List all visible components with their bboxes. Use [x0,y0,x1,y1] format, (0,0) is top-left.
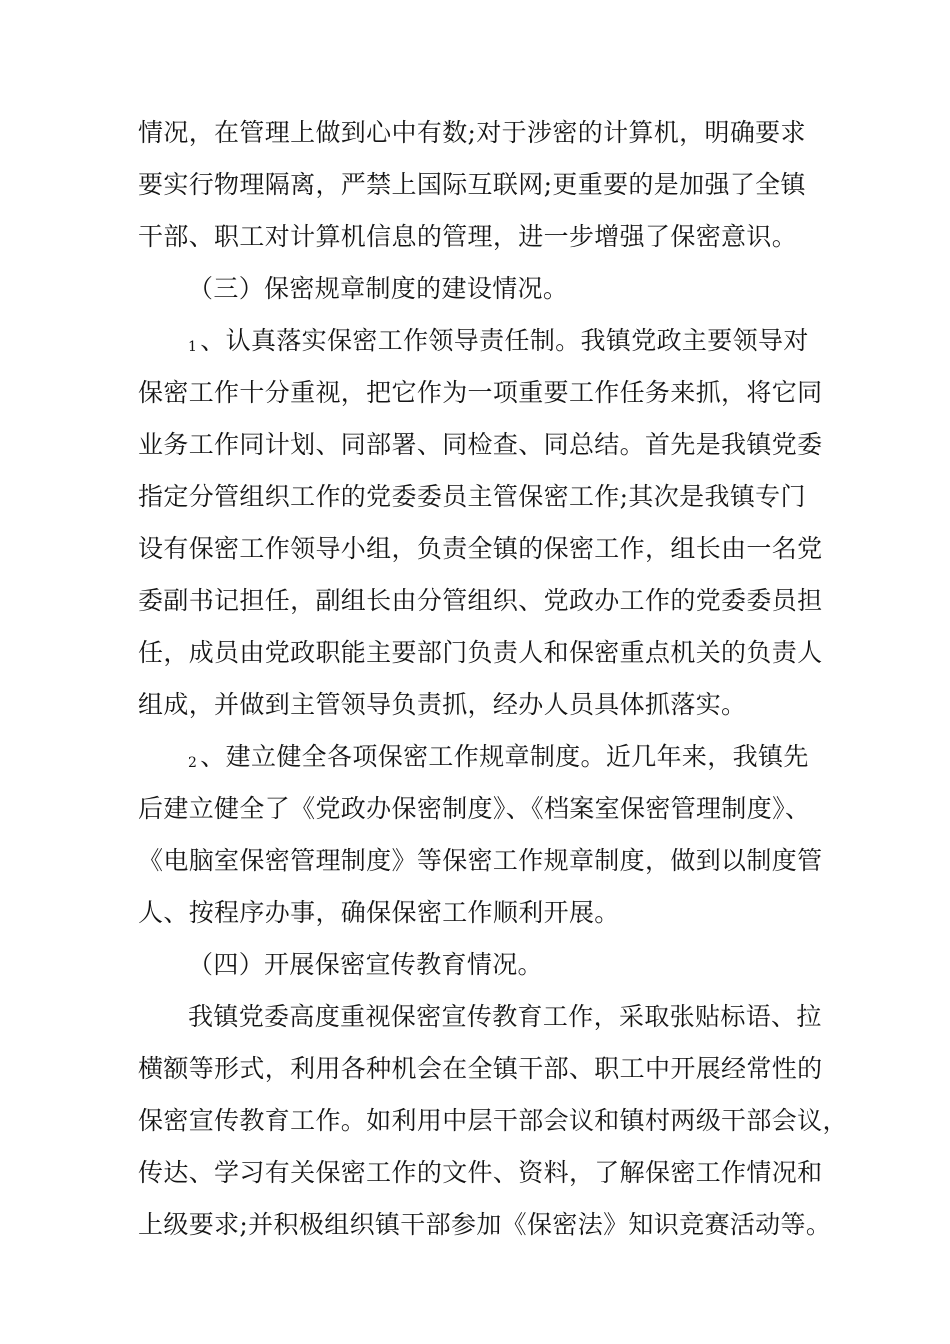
item-number: 1 [188,339,198,355]
body-line: 委副书记担任，副组长由分管组织、党政办工作的党委委员担 [138,586,823,615]
numbered-item-1-first-line [188,326,809,362]
body-line: 上级要求;并积极组织镇干部参加《保密法》知识竞赛活动等。 [138,1210,832,1239]
body-text: 、认真落实保密工作领导责任制。我镇党政主要领导对 [200,326,809,355]
body-line: 干部、职工对计算机信息的管理，进一步增强了保密意识。 [138,222,798,251]
body-line: 后建立健全了《党政办保密制度》、《档案室保密管理制度》、 [138,794,811,823]
numbered-item-2-first-line [188,742,809,778]
body-line: 传达、学习有关保密工作的文件、资料，了解保密工作情况和 [138,1158,823,1187]
body-line: 情况，在管理上做到心中有数;对于涉密的计算机，明确要求 [138,118,806,147]
body-line: 指定分管组织工作的党委委员主管保密工作;其次是我镇专门 [138,482,806,511]
body-line: 人、按程序办事，确保保密工作顺利开展。 [138,898,620,927]
section-heading-3: （三）保密规章制度的建设情况。 [188,274,569,303]
section-heading-4: （四）开展保密宣传教育情况。 [188,950,543,979]
item-number: 2 [188,755,198,771]
body-line: 保密宣传教育工作。如利用中层干部会议和镇村两级干部会议， [138,1106,848,1135]
body-line: 横额等形式，利用各种机会在全镇干部、职工中开展经常性的 [138,1054,823,1083]
body-line: 《电脑室保密管理制度》等保密工作规章制度，做到以制度管 [138,846,823,875]
body-line: 要实行物理隔离，严禁上国际互联网;更重要的是加强了全镇 [138,170,806,199]
paragraph-first-line: 我镇党委高度重视保密宣传教育工作，采取张贴标语、拉 [188,1002,822,1031]
body-line: 业务工作同计划、同部署、同检查、同总结。首先是我镇党委 [138,430,823,459]
body-line: 组成，并做到主管领导负责抓，经办人员具体抓落实。 [138,690,747,719]
body-line: 保密工作十分重视，把它作为一项重要工作任务来抓，将它同 [138,378,823,407]
body-line: 设有保密工作领导小组，负责全镇的保密工作，组长由一名党 [138,534,823,563]
body-line: 任，成员由党政职能主要部门负责人和保密重点机关的负责人 [138,638,823,667]
body-text: 、建立健全各项保密工作规章制度。近几年来，我镇先 [200,742,809,771]
